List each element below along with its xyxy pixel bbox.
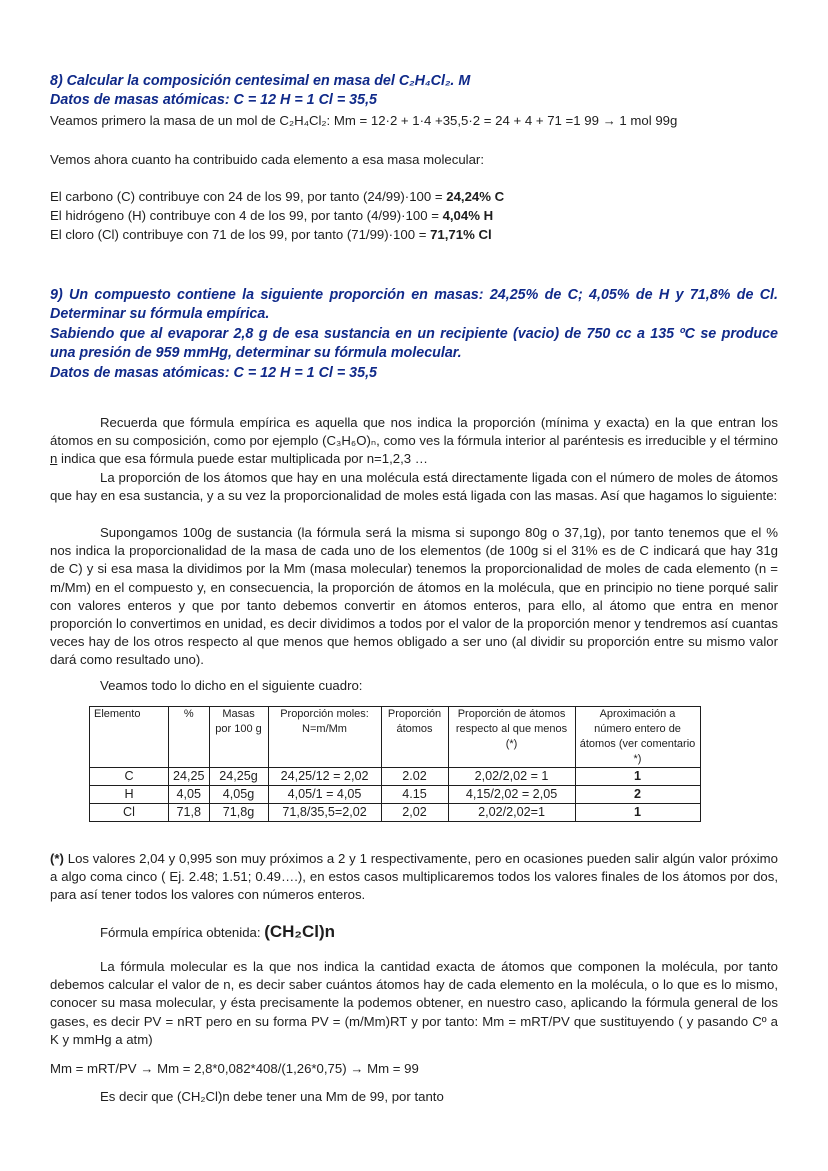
cell: 4,05/1 = 4,05 — [268, 786, 381, 804]
cell: 2,02/2,02 = 1 — [448, 768, 575, 786]
molar-mass-calculation: Mm = mRT/PV → Mm = 2,8*0,082*408/(1,26*0,75) → Mm = 99 — [50, 1061, 419, 1076]
problem8-chlorine-line — [50, 225, 778, 244]
line-text: El carbono (C) contribuye con 24 de los 99, por tanto (24/99)·100 = — [50, 189, 447, 204]
proportion-table — [89, 706, 701, 822]
note-text: Los valores 2,04 y 0,995 son muy próximos a 2 y 1 respectivamente, pero en ocasiones pueden salir algún valor próximo a algo coma cinco ( Ej. 2.48; 1.51; 0.49….), en estos casos multiplicaremos todos los valores finales de los átomos por dos, para así tener todos los valores con números enteros. — [50, 851, 778, 903]
cell: 4.15 — [381, 786, 448, 804]
line-text: El cloro (Cl) contribuye con 71 de los 99, por tanto (71/99)·100 = — [50, 227, 431, 242]
cell: 71,8 — [169, 804, 210, 822]
empirical-formula-line — [50, 922, 778, 942]
problem8-masses: Datos de masas atómicas: C = 12 H = 1 Cl = 35,5 — [50, 92, 378, 108]
problem8-molar-mass: Veamos primero la masa de un mol de C₂H₄Cl₂: Mm = 12·2 + 1·4 +35,5·2 = 24 + 4 + 71 =1 99 → 1 mol 99g — [50, 113, 678, 128]
empirical-formula: (CH₂Cl)n — [264, 922, 336, 941]
problem8-intro: Vemos ahora cuanto ha contribuido cada elemento a esa masa molecular: — [50, 152, 484, 167]
paragraph-empirical-definition — [50, 414, 778, 469]
para-text: indica que esa fórmula puede estar multiplicada por n=1,2,3 … — [57, 451, 428, 467]
cell: H — [90, 786, 169, 804]
cell: 4,05g — [209, 786, 268, 804]
line-text: El hidrógeno (H) contribuye con 4 de los 99, por tanto (4/99)·100 = — [50, 208, 443, 223]
cell: 71,8g — [209, 804, 268, 822]
cell: 24,25 — [169, 768, 210, 786]
cell: Cl — [90, 804, 169, 822]
table-header-row — [90, 707, 701, 768]
table-row — [90, 768, 701, 786]
final-statement: Es decir que (CH₂Cl)n debe tener una Mm de 99, por tanto — [100, 1089, 444, 1104]
paragraph-proportion: La proporción de los átomos que hay en una molécula está directamente ligada con el número de moles de átomos que hay en esa sustancia, y a su vez la proporcionalidad de moles está ligada con las masas. Así que hagamos lo siguiente: — [50, 470, 778, 504]
header-mass: Masas por 100 g — [209, 707, 268, 768]
header-element: Elemento — [90, 707, 169, 768]
paragraph-molecular-formula: La fórmula molecular es la que nos indica la cantidad exacta de átomos que componen la molécula, por tanto debemos calcular el valor de n, es decir saber cuántos átomos hay de cada elemento en la molécula, o lo que es lo mismo, conocer su masa molecular, y ésta precisamente la podemos obtener, en nuestro caso, aplicando la fórmula general de los gases, es decir PV = nRT pero en su forma PV = (m/Mm)RT y por tanto: Mm = mRT/PV que sustituyendo ( y pasando Cº a K y mmHg a atm) — [50, 959, 778, 1047]
cell: 4,15/2,02 = 2,05 — [448, 786, 575, 804]
line-result: 4,04% H — [442, 208, 494, 223]
table-row — [90, 804, 701, 822]
problem9-title: 9) Un compuesto contiene la siguiente proporción en masas: 24,25% de C; 4,05% de H y 71,8% de Cl. Determinar su fórmula empírica. — [50, 287, 778, 322]
para-text: Recuerda que fórmula empírica es aquella que nos indica la proporción (mínima y exacta) en la que entran los átomos en su composición, como por ejemplo (C₃H₆O)ₙ, como ves la fórmula interior al paréntesis es irreducible y el término — [50, 415, 778, 449]
header-moles: Proporción moles: N=m/Mm — [268, 707, 381, 768]
paragraph-table-intro: Veamos todo lo dicho en el siguiente cuadro: — [100, 678, 363, 693]
cell: 2 — [575, 786, 700, 804]
problem9-masses: Datos de masas atómicas: C = 12 H = 1 Cl = 35,5 — [50, 365, 378, 381]
header-ratio: Proporción de átomos respecto al que menos (*) — [448, 707, 575, 768]
cell: 2.02 — [381, 768, 448, 786]
cell: 2,02/2,02=1 — [448, 804, 575, 822]
problem9-title-2: Sabiendo que al evaporar 2,8 g de esa sustancia en un recipiente (vacio) de 750 cc a 135 ºC se produce una presión de 959 mmHg, determinar su fórmula molecular. — [50, 326, 778, 361]
header-atoms: Proporción átomos — [381, 707, 448, 768]
cell: 24,25g — [209, 768, 268, 786]
line-result: 71,71% Cl — [430, 227, 492, 242]
note-mark: (*) — [50, 851, 64, 866]
header-approx: Aproximación a número entero de átomos (ver comentario *) — [575, 707, 700, 768]
cell: C — [90, 768, 169, 786]
problem8-title: 8) Calcular la composición centesimal en masa del C₂H₄Cl₂. M — [50, 73, 471, 89]
cell: 2,02 — [381, 804, 448, 822]
paragraph-suppose-100g: Supongamos 100g de sustancia (la fórmula será la misma si supongo 80g o 37,1g), por tanto tenemos que el % nos indica la proporcionalidad de la masa de cada uno de los elementos (de 100g si el 31% es de C indicará que hay 31g de C) y si esa masa la dividimos por la Mm (masa molecular) tenemos la proporcionalidad de moles de cada elemento (n = m/Mm) en el compuesto y, en consecuencia, la proporción de átomos en la molécula, que en principio no tiene porqué salir con valores enteros y que por tanto debemos convertir en átomos enteros, para ello, al átomo que entra en menor proporción lo convertimos en unidad, es decir dividimos a todos por el valor de la proporción menor y tendremos así cuantas veces hay de los otros respecto al que menos que hemos obligado a ser uno (al dividir su proporción entre su mismo valor dará como resultado uno). — [50, 525, 778, 668]
table-row — [90, 786, 701, 804]
table-note — [50, 850, 778, 905]
cell: 1 — [575, 804, 700, 822]
line-result: 24,24% C — [446, 189, 505, 204]
header-percent: % — [169, 707, 210, 768]
underlined-n: n — [50, 451, 58, 467]
problem8-hydrogen-line — [50, 206, 778, 225]
cell: 4,05 — [169, 786, 210, 804]
cell: 1 — [575, 768, 700, 786]
empirical-label: Fórmula empírica obtenida: — [100, 925, 265, 940]
cell: 24,25/12 = 2,02 — [268, 768, 381, 786]
cell: 71,8/35,5=2,02 — [268, 804, 381, 822]
problem8-carbon-line — [50, 187, 778, 206]
